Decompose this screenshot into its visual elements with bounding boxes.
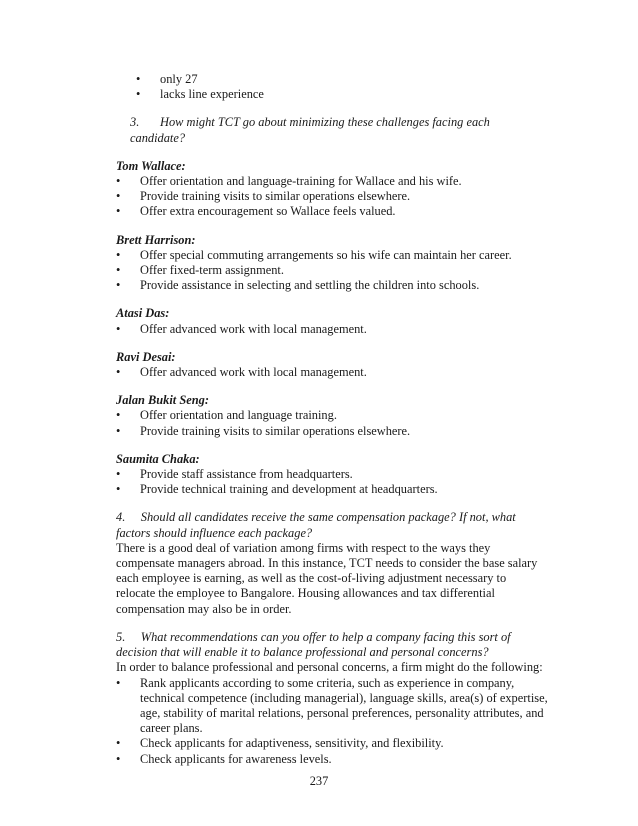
list-item: • Provide training visits to similar operations elsewhere. <box>116 423 411 438</box>
question-3: 3. How might TCT go about minimizing these challenges facing each candidate? <box>130 115 490 145</box>
page-number: 237 <box>309 774 329 788</box>
bullet-icon: • <box>136 72 141 86</box>
candidate-name: Brett Harrison: <box>116 232 196 247</box>
answer-intro: In order to balance professional and personal concerns, a firm might do the following: <box>116 660 543 675</box>
question-5: 5. What recommendations can you offer to help a company facing this sort of decision that will enable it to balance professional and personal concerns? In order to balance professional and personal concerns, a firm might do the following: • Rank applicants according to some criteria, such as experience in company, technical competence (including managerial), language skills, area(s) of expertise, age, stability of marital relations, personal preferences, personality attributes, and career plans. • Check applicants for adaptiveness, sensitivity, and flexibility. • Check applicants for awareness levels. <box>116 630 556 767</box>
top-bullet-list <box>116 72 556 102</box>
list-item: • Provide training visits to similar operations elsewhere. <box>116 189 411 204</box>
list-item: • Offer orientation and language training. <box>116 408 337 423</box>
list-item: • Rank applicants according to some criteria, such as experience in company, technical competence (including managerial), language skills, area(s) of expertise, age, stability of marital relations, personal preferences, personality attributes, and career plans. <box>116 675 548 736</box>
list-item: • Provide staff assistance from headquarters. <box>116 467 353 482</box>
candidate-section <box>116 233 556 294</box>
candidate-section <box>116 350 556 380</box>
bullet-icon: • <box>116 408 121 423</box>
list-item: • Check applicants for adaptiveness, sensitivity, and flexibility. <box>116 736 444 751</box>
bullet-icon: • <box>116 423 121 438</box>
bullet-icon: • <box>116 482 121 497</box>
bullet-icon: • <box>116 189 121 204</box>
bullet-icon: • <box>116 467 121 482</box>
candidate-section <box>116 306 556 336</box>
list-item: • Provide technical training and development at headquarters. <box>116 482 438 497</box>
candidate-name: Atasi Das: <box>116 306 170 321</box>
question-4: 4. Should all candidates receive the same compensation package? If not, what factors should influence each package? There is a good deal of variation among firms with respect to the ways they compensate managers abroad. In this instance, TCT needs to consider the base salary each employee is earning, as well as the cost-of-living adjustment necessary to relocate the employee to Bangalore. Housing allowances and tax differential compensation may also be in order. <box>116 510 556 616</box>
bullet-icon: • <box>116 736 121 751</box>
bullet-icon: • <box>116 263 121 278</box>
bullet-icon: • <box>116 751 121 766</box>
list-item: • Offer fixed-term assignment. <box>116 263 284 278</box>
list-item: • only 27 <box>136 72 198 86</box>
list-item: • lacks line experience <box>136 87 264 102</box>
bullet-icon: • <box>116 365 121 380</box>
bullet-icon: • <box>116 204 121 219</box>
answer-line: each employee is earning, as well as the cost-of-living adjustment necessary to <box>116 571 507 586</box>
list-item: • Offer extra encouragement so Wallace feels valued. <box>116 204 396 219</box>
answer-line: relocate the employee to Bangalore. Housing allowances and tax differential <box>116 586 495 601</box>
list-item: • Provide assistance in selecting and settling the children into schools. <box>116 278 480 293</box>
bullet-icon: • <box>136 87 141 102</box>
bullet-icon: • <box>116 278 121 293</box>
answer-line: compensation may also be in order. <box>116 601 292 616</box>
document-page <box>116 72 556 767</box>
bullet-icon: • <box>116 247 121 262</box>
candidate-name: Saumita Chaka: <box>116 451 200 466</box>
bullet-icon: • <box>116 675 121 690</box>
answer-line: compensate managers abroad. In this instance, TCT needs to consider the base salary <box>116 556 538 571</box>
candidate-name: Ravi Desai: <box>116 349 176 364</box>
candidate-section <box>116 159 556 220</box>
candidate-name: Tom Wallace: <box>116 158 186 173</box>
candidate-name: Jalan Bukit Seng: <box>116 393 209 408</box>
bullet-icon: • <box>116 174 121 189</box>
list-item: • Check applicants for awareness levels. <box>116 751 332 766</box>
list-item: • Offer special commuting arrangements so his wife can maintain her career. <box>116 247 512 262</box>
candidate-section <box>116 393 556 439</box>
list-item: • Offer advanced work with local management. <box>116 365 367 380</box>
list-item: • Offer advanced work with local management. <box>116 321 367 336</box>
answer-line: There is a good deal of variation among firms with respect to the ways they <box>116 540 491 555</box>
list-item: • Offer orientation and language-training for Wallace and his wife. <box>116 174 462 189</box>
candidate-section <box>116 452 556 498</box>
bullet-icon: • <box>116 321 121 336</box>
